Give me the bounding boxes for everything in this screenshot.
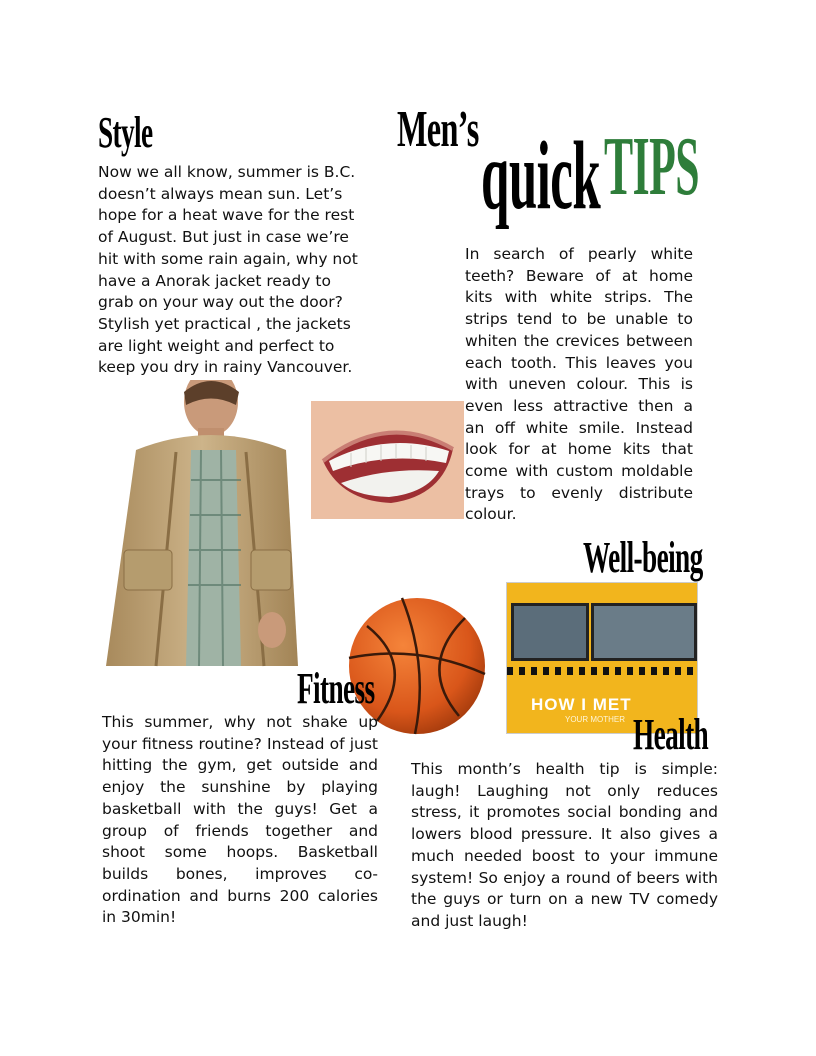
style-heading: Style (98, 108, 153, 157)
smile-teeth-image (311, 401, 464, 519)
taxi-sign-line1: HOW I MET (531, 695, 632, 714)
style-body-text: Now we all know, summer is B.C. doesn’t always mean sun. Let’s hope for a heat wave for the rest of August. But just in case we’re hit with some rain again, why not have a Anorak jacket ready to grab on your way out the door? Stylish yet practical , the jackets are light weight and perfect to keep you dry in rainy Vancouver. (98, 163, 358, 377)
taxi-checker-strip (507, 667, 697, 675)
teeth-tip-text: In search of pearly white teeth? Beware of at home kits with white strips. The strips tend to be unable to whiten the crevices between each tooth. This leaves you with uneven colour. This is even less attractive then a an off white smile. Instead look for at home kits that come with custom moldable trays to evenly distribute colour. (465, 245, 693, 524)
taxi-sign-line2: YOUR MOTHER (565, 715, 625, 724)
taxi-window-left (511, 603, 589, 661)
wellbeing-heading: Well-being (583, 533, 703, 582)
taxi-window-right (591, 603, 697, 661)
masthead-tips: TIPS (604, 120, 700, 213)
man-in-jacket-image (96, 380, 302, 670)
fitness-heading: Fitness (297, 664, 375, 713)
masthead-mens: Men’s (397, 101, 479, 158)
masthead-quick: quick (481, 122, 601, 230)
health-heading: Health (633, 710, 709, 759)
fitness-body-text: This summer, why not shake up your fitness routine? Instead of just hitting the gym, get outside and enjoy the sunshine by playing basketball with the guys! Get a group of friends together and shoot some hoops. Basketball builds bones, improves coordination and burns 200 calories in 30min! (102, 713, 378, 927)
health-body-text: This month’s health tip is simple: laugh! Laughing not only reduces stress, it promotes social bonding and lowers blood pressure. It also gives a much needed boost to your immune system! So enjoy a round of beers with the guys or turn on a new TV comedy and just laugh! (411, 760, 718, 930)
